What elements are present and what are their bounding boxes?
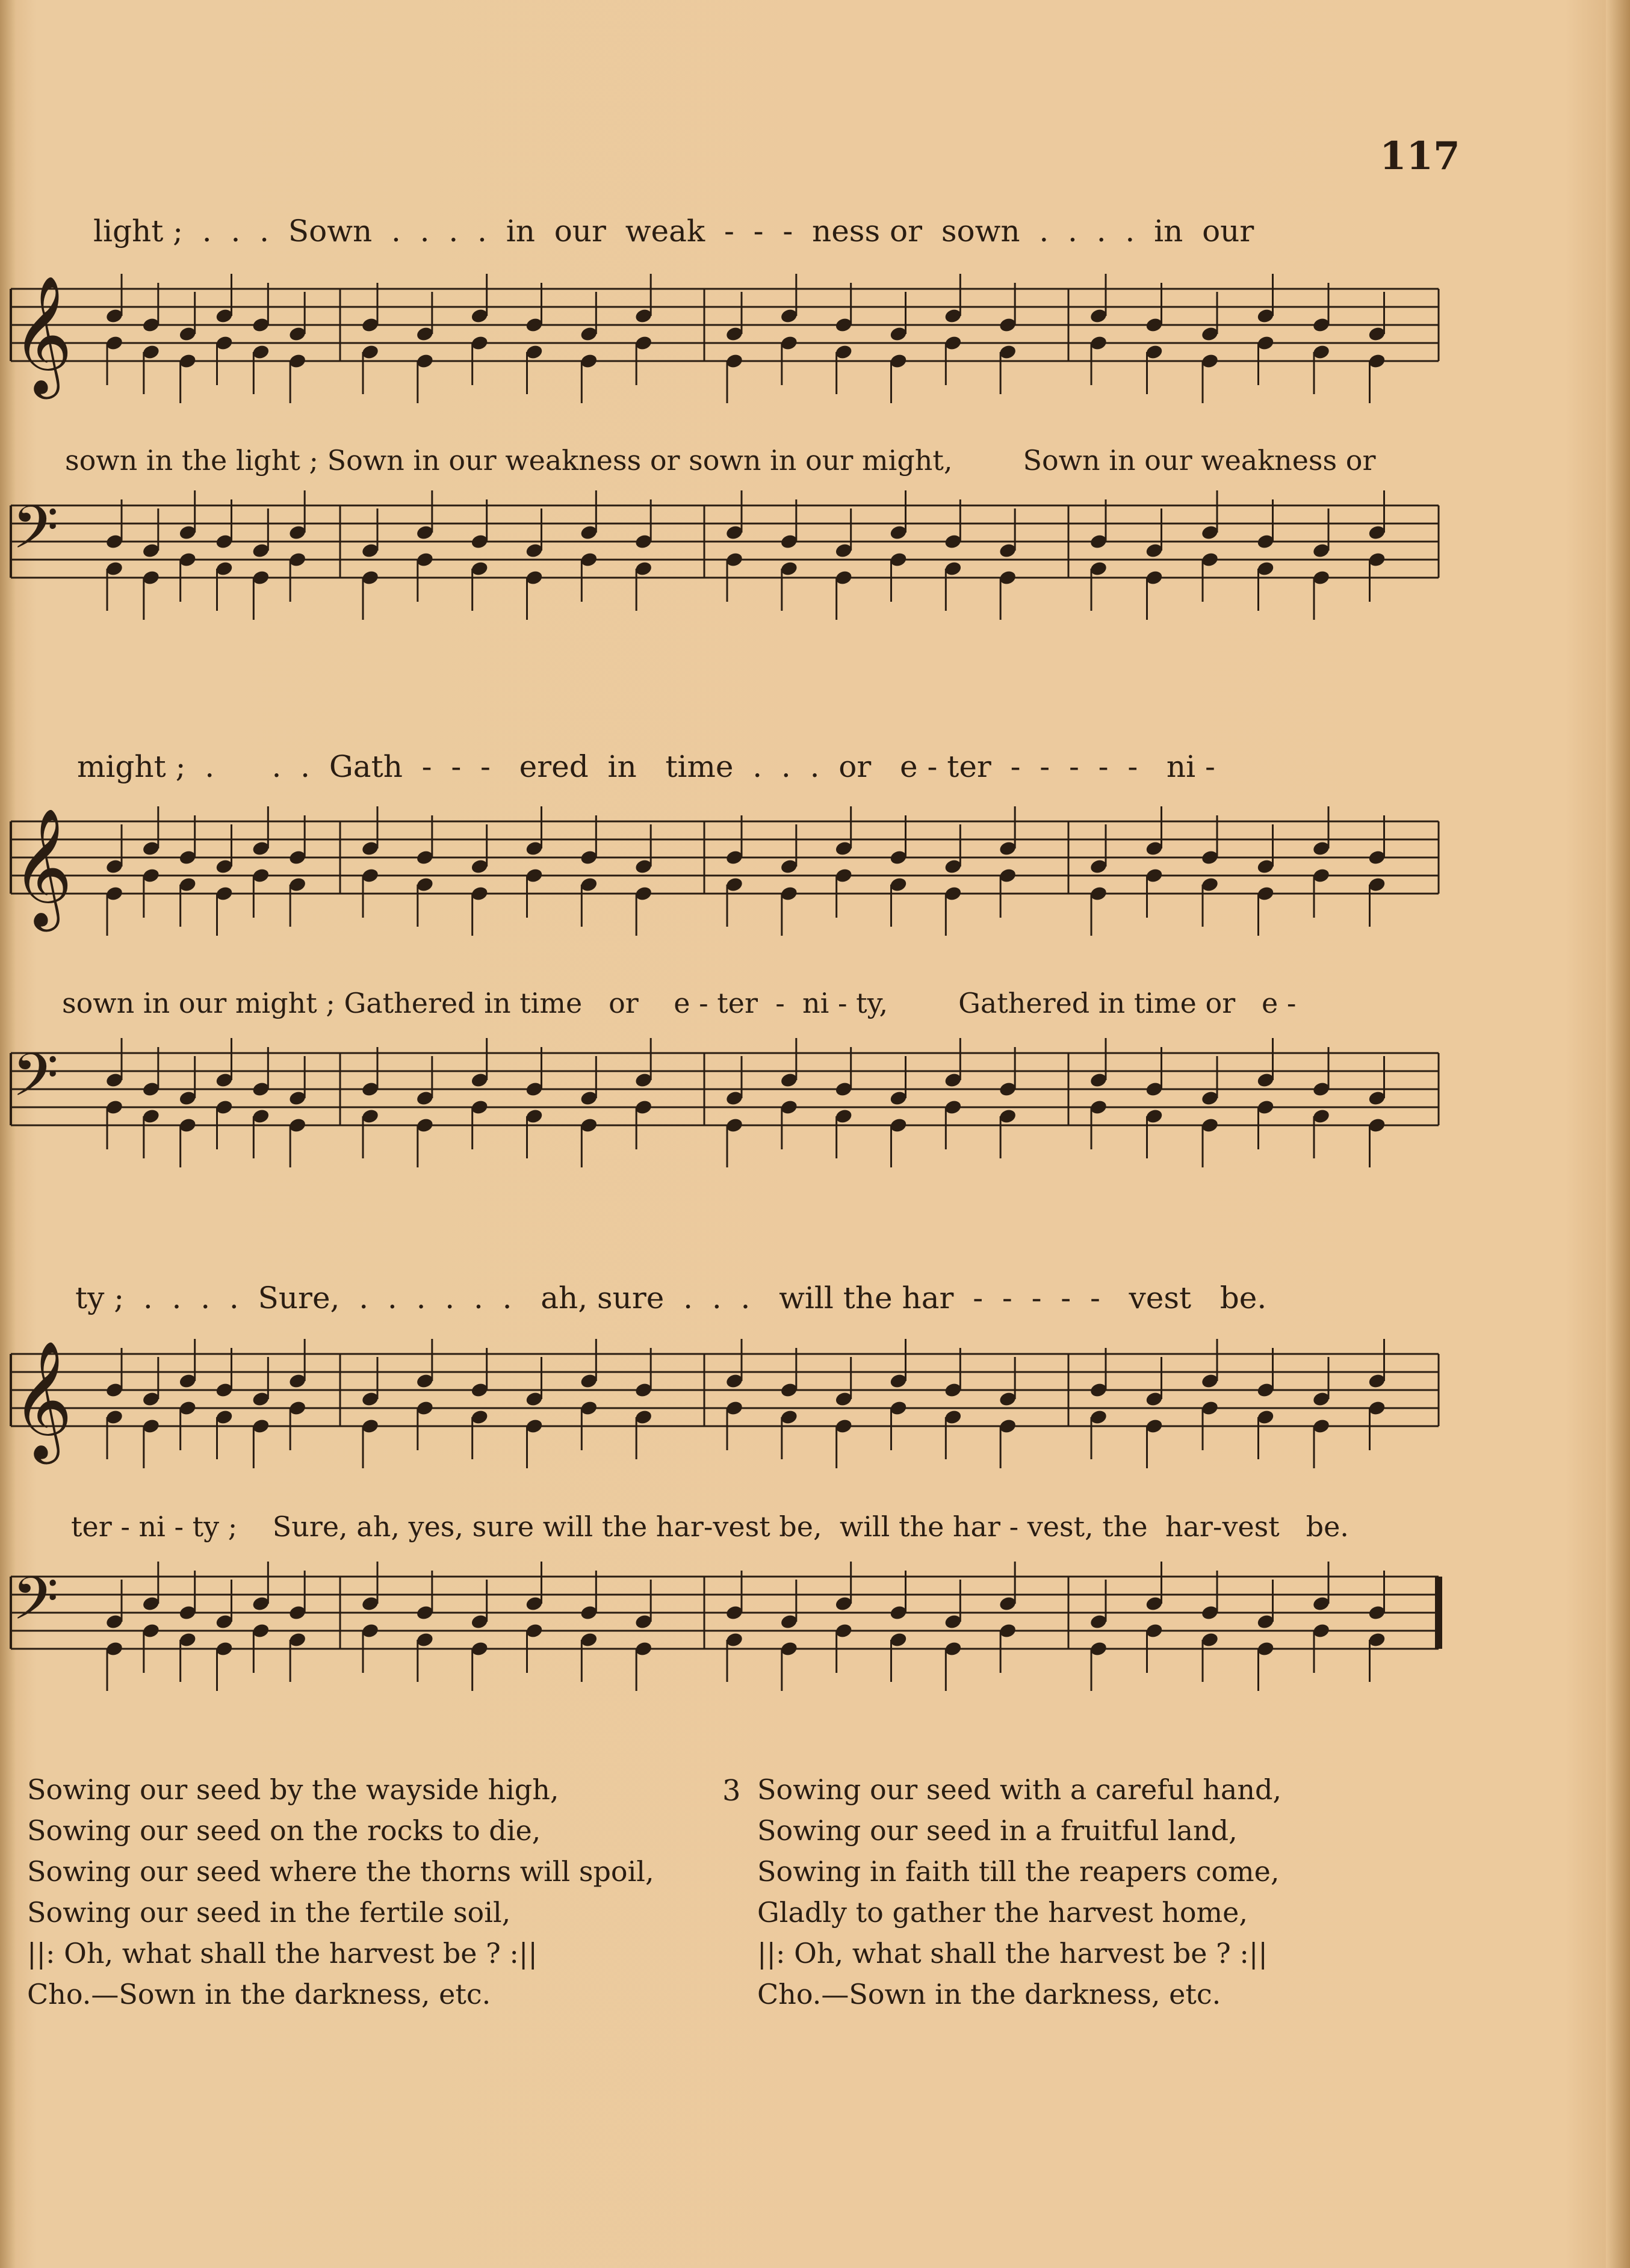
system-3-bass-staff	[0, 1559, 1630, 1703]
system-2-bass-staff	[0, 1035, 1630, 1179]
verse-line: Sowing our seed with a careful hand,	[757, 1773, 1282, 1806]
verse-line: Sowing in faith till the reapers come,	[757, 1855, 1280, 1888]
page-number: 117	[1380, 134, 1460, 179]
bass-clef-icon: 𝄢	[12, 1565, 59, 1648]
bass-clef-icon: 𝄢	[12, 493, 59, 577]
verse-line-chorus-cue: Cho.—Sown in the darkness, etc.	[757, 1978, 1221, 2010]
verse-2	[27, 1769, 654, 2015]
system-1-bass-lyric: sown in the light ; Sown in our weakness or sown in our might, Sown in our weakness or	[65, 444, 1376, 477]
system-1-bass-staff	[0, 487, 1630, 632]
treble-clef-icon: 𝄞	[12, 275, 73, 394]
verse-line-refrain: ||: Oh, what shall the harvest be ? :||	[27, 1937, 538, 1970]
verse-line: Gladly to gather the harvest home,	[757, 1896, 1248, 1929]
verse-number: 3	[722, 1774, 741, 1808]
treble-clef-icon: 𝄞	[12, 808, 73, 927]
system-1-treble-staff	[0, 271, 1630, 427]
verse-line: Sowing our seed in the fertile soil,	[27, 1896, 511, 1929]
system-2-treble-lyric: might ; . . . Gath - - - ered in time . . . or e - ter - - - - - ni -	[77, 749, 1215, 784]
verse-line: Sowing our seed on the rocks to die,	[27, 1814, 541, 1847]
verse-line-chorus-cue: Cho.—Sown in the darkness, etc.	[27, 1978, 491, 2010]
bass-clef-icon: 𝄢	[12, 1041, 59, 1125]
system-3-treble-staff	[0, 1336, 1630, 1492]
system-2-bass-lyric: sown in our might ; Gathered in time or e - ter - ni - ty, Gathered in time or e -	[62, 987, 1297, 1019]
system-3-treble-lyric: ty ; . . . . Sure, . . . . . . ah, sure . . . will the har - - - - - vest be.	[75, 1281, 1267, 1315]
system-1-treble-lyric: light ; . . . Sown . . . . in our weak - - - ness or sown . . . . in our	[93, 214, 1254, 249]
system-2-treble-staff	[0, 803, 1630, 960]
verse-line-refrain: ||: Oh, what shall the harvest be ? :||	[757, 1937, 1268, 1970]
verse-3	[757, 1769, 1281, 2015]
verse-line: Sowing our seed in a fruitful land,	[757, 1814, 1238, 1847]
treble-clef-icon: 𝄞	[12, 1340, 73, 1459]
verse-line: Sowing our seed where the thorns will spoil,	[27, 1855, 654, 1888]
verse-line: Sowing our seed by the wayside high,	[27, 1773, 559, 1806]
system-3-bass-lyric: ter - ni - ty ; Sure, ah, yes, sure will the har-vest be, will the har - vest, the har-vest be.	[71, 1510, 1349, 1543]
